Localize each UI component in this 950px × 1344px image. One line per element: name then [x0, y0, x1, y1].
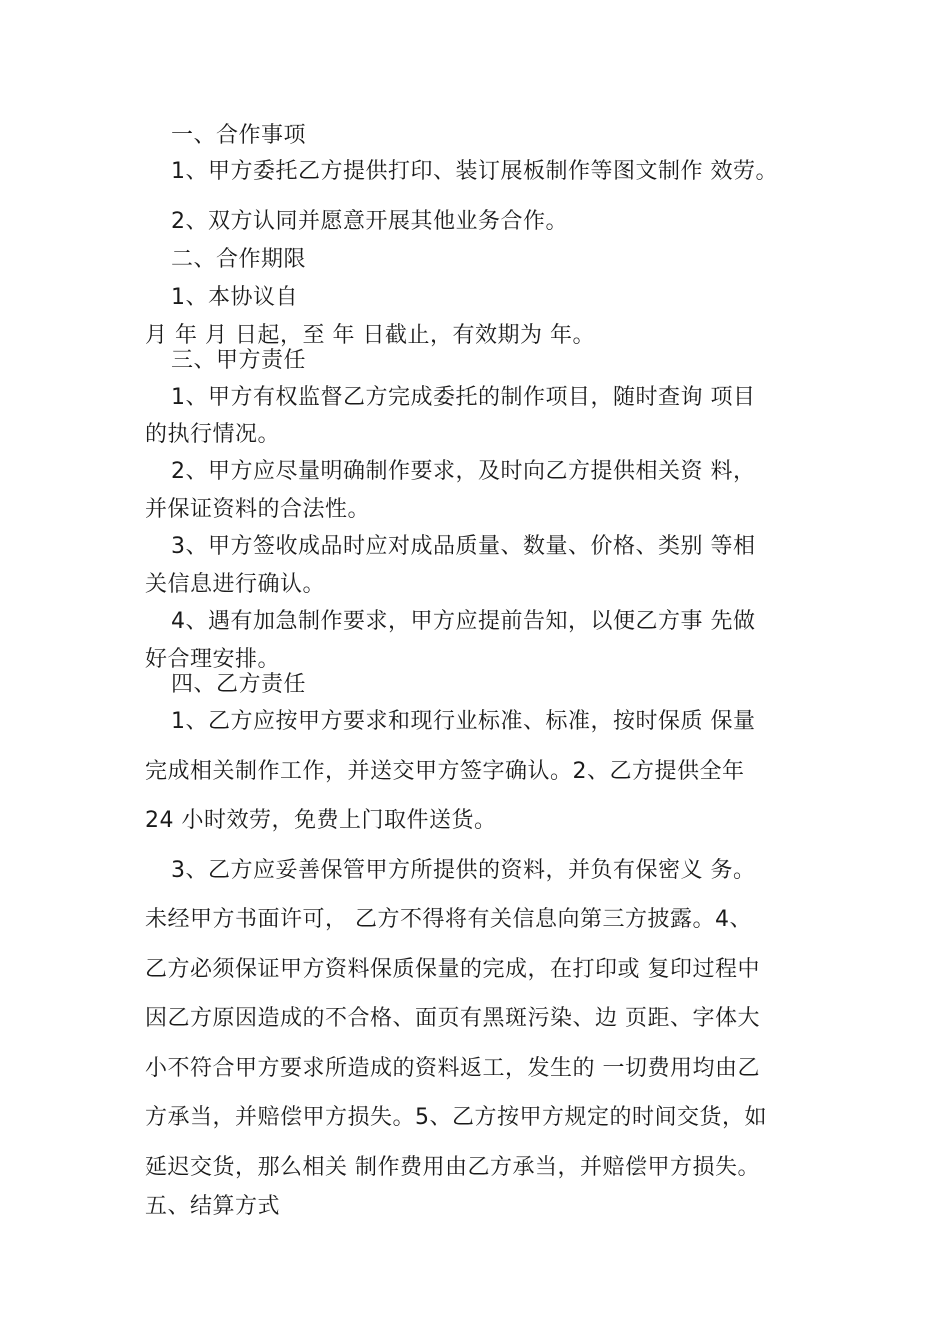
paragraph-line: 关信息进行确认。: [145, 572, 326, 597]
paragraph-line: 未经甲方书面许可， 乙方不得将有关信息向第三方披露。4、: [145, 907, 752, 932]
paragraph-line: 2、双方认同并愿意开展其他业务合作。: [171, 209, 568, 234]
paragraph-line: 延迟交货，那么相关 制作费用由乙方承当，并赔偿甲方损失。: [145, 1155, 760, 1180]
section-heading-cooperation-period: 二、合作期限: [171, 247, 307, 272]
paragraph-line: 24 小时效劳，免费上门取件送货。: [145, 808, 497, 833]
section-heading-party-a-duties: 三、甲方责任: [171, 348, 307, 373]
paragraph-line: 1、本协议自: [171, 285, 298, 310]
paragraph-line: 的执行情况。: [145, 422, 281, 447]
section-heading-cooperation-items: 一、合作事项: [171, 123, 307, 148]
paragraph-line: 好合理安排。: [145, 647, 281, 672]
paragraph-line: 1、乙方应按甲方要求和现行业标准、标准，按时保质 保量: [171, 709, 756, 734]
section-heading-party-b-duties: 四、乙方责任: [171, 672, 307, 697]
paragraph-line: 小不符合甲方要求所造成的资料返工，发生的 一切费用均由乙: [145, 1056, 760, 1081]
paragraph-line: 3、甲方签收成品时应对成品质量、数量、价格、类别 等相: [171, 534, 756, 559]
paragraph-line: 方承当，并赔偿甲方损失。5、乙方按甲方规定的时间交货，如: [145, 1105, 767, 1130]
section-heading-settlement-method: 五、结算方式: [145, 1194, 281, 1219]
paragraph-line: 1、甲方委托乙方提供打印、装订展板制作等图文制作 效劳。: [171, 159, 778, 184]
paragraph-line: 乙方必须保证甲方资料保质保量的完成，在打印或 复印过程中: [145, 957, 760, 982]
paragraph-line: 4、遇有加急制作要求，甲方应提前告知，以便乙方事 先做: [171, 609, 756, 634]
paragraph-line: 完成相关制作工作，并送交甲方签字确认。2、乙方提供全年: [145, 759, 745, 784]
paragraph-line: 1、甲方有权监督乙方完成委托的制作项目，随时查询 项目: [171, 385, 756, 410]
paragraph-line: 3、乙方应妥善保管甲方所提供的资料，并负有保密义 务。: [171, 858, 756, 883]
paragraph-line: 月 年 月 日起，至 年 日截止，有效期为 年。: [145, 323, 595, 348]
paragraph-line: 并保证资料的合法性。: [145, 497, 371, 522]
paragraph-line: 因乙方原因造成的不合格、面页有黑斑污染、边 页距、字体大: [145, 1006, 760, 1031]
paragraph-line: 2、甲方应尽量明确制作要求，及时向乙方提供相关资 料，: [171, 459, 756, 484]
